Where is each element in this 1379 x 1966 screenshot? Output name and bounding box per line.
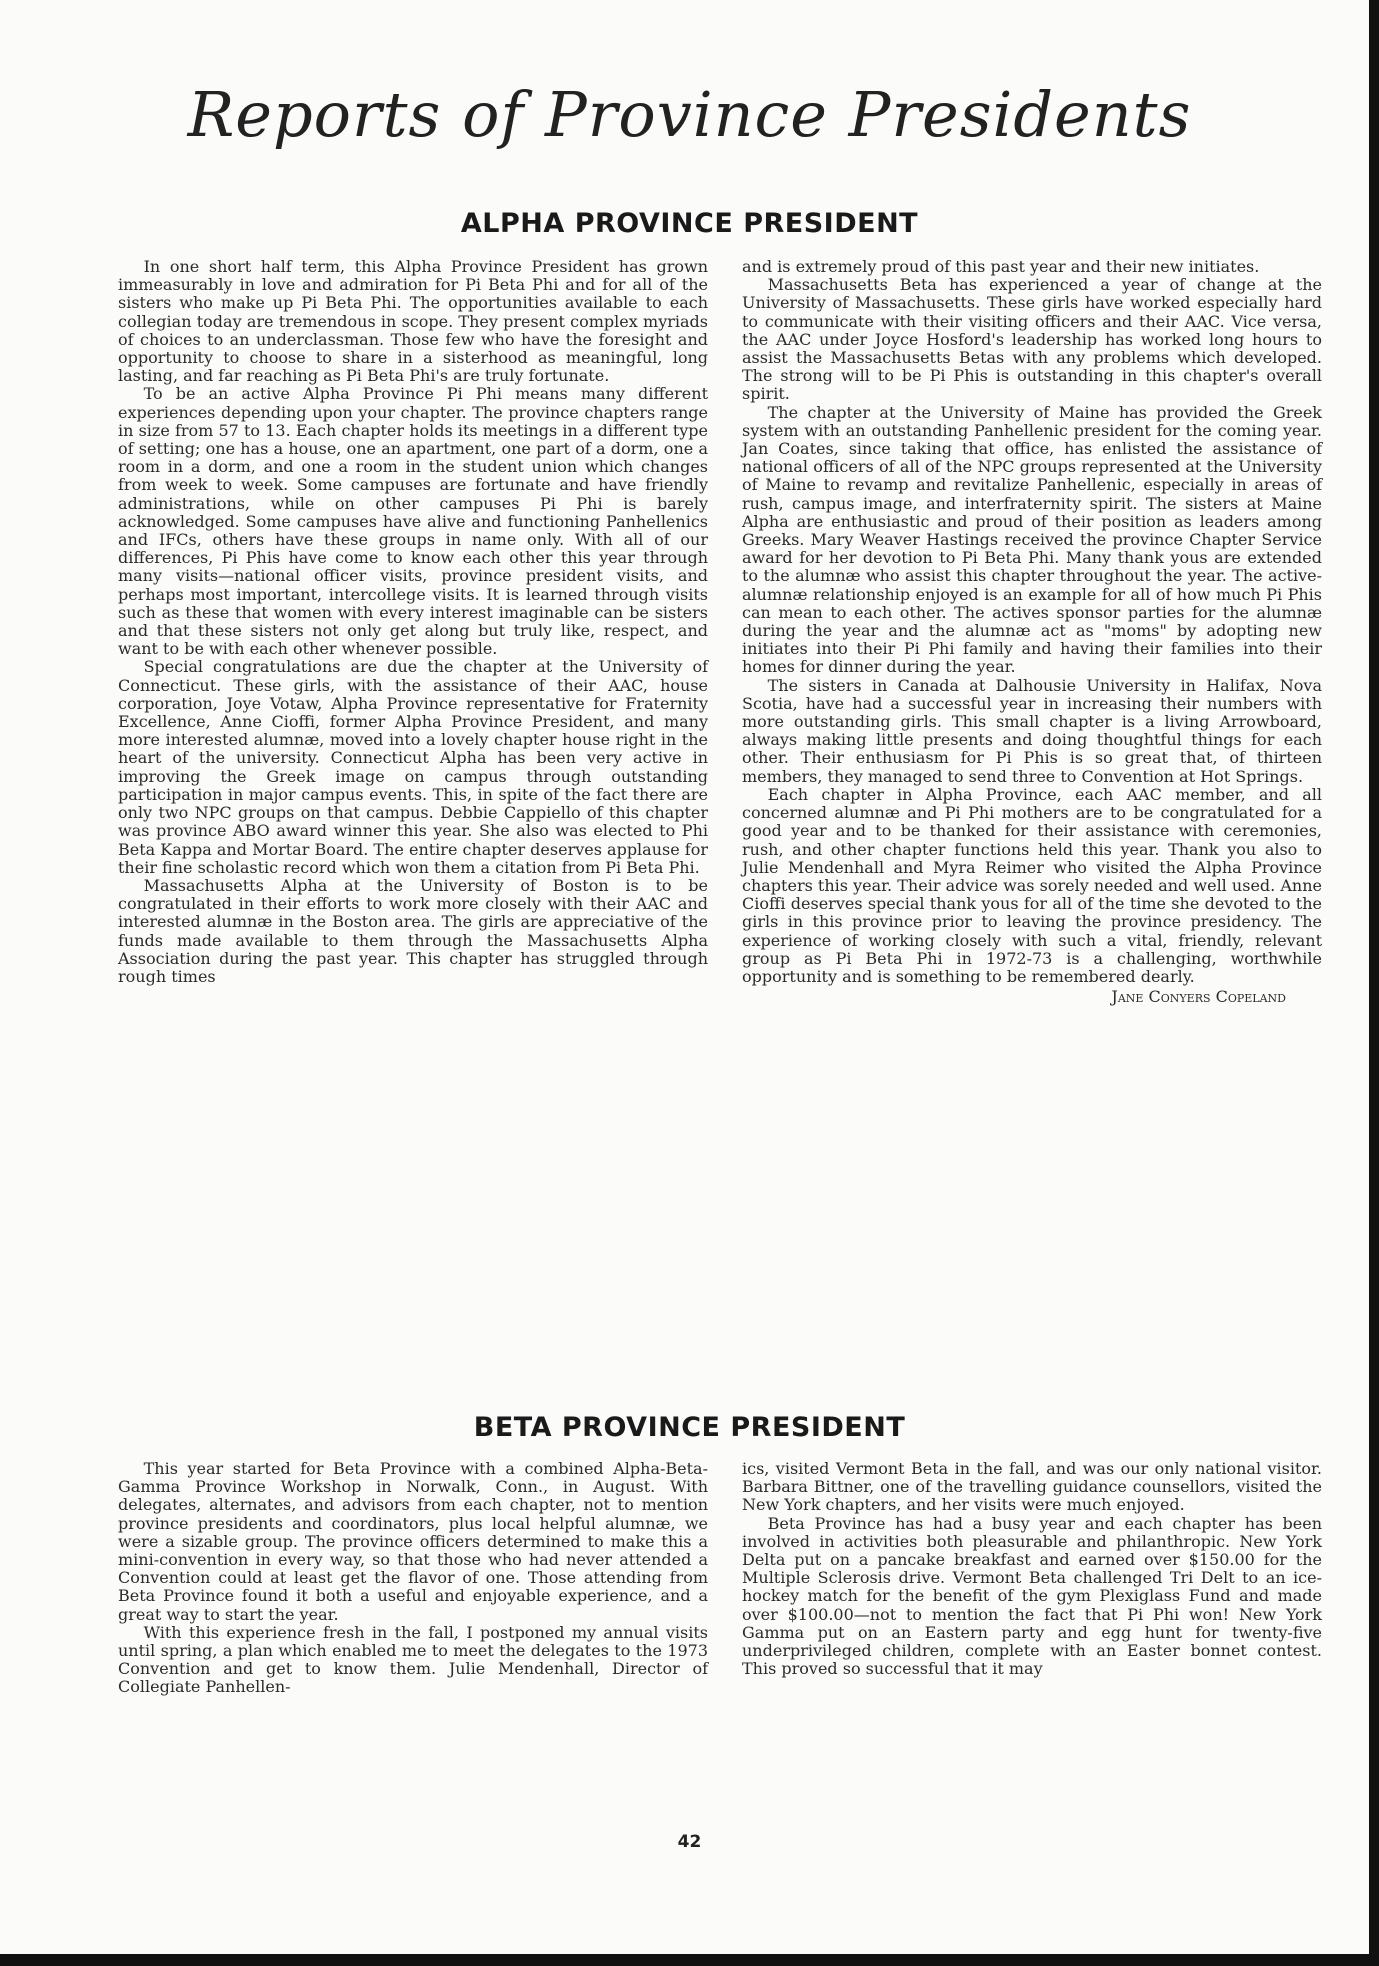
alpha-right-paragraph: Each chapter in Alpha Province, each AAC member, and all concerned alumnæ and Pi Phi mothers are to be congratulated for a good year and to be thanked for their assistance with ceremonies, rush, and other chapter functions held this year. Thank you also to Julie Mendenhall and Myra Reimer who visited the Alpha Province chapters this year. Their advice was sorely needed and well used. Anne Cioffi deserves special thank yous for all of the time she devoted to the girls in this province prior to leaving the province presidency. The experience of working closely with such a vital, friendly, relevant group as Pi Beta Phi in 1972-73 is a challenging, worthwhile opportunity and is something to be remembered dearly. <box>742 784 1322 986</box>
alpha-left-paragraph: Massachusetts Alpha at the University of Boston is to be congratulated in their efforts to work more closely with their AAC and interested alumnæ in the Boston area. The girls are appreciative of the funds made available to them through the Massachusetts Alpha Association during the past year. This chapter has struggled through rough times <box>118 875 708 986</box>
alpha-right-column <box>742 258 1322 1006</box>
scan-border-bottom <box>0 1954 1379 1966</box>
alpha-right-paragraph: The chapter at the University of Maine has provided the Greek system with an outstanding Panhellenic president for the coming year. Jan Coates, since taking that office, has enlisted the assistance of national officers of all of the NPC groups represented at the University of Maine to revamp and revitalize Panhellenic, especially in areas of rush, campus image, and interfraternity spirit. The sisters at Maine Alpha are enthusiastic and proud of their position as leaders among Greeks. Mary Weaver Hastings received the province Chapter Service award for her devotion to Pi Beta Phi. Many thank yous are extended to the alumnæ who assist this chapter throughout the year. The active-alumnæ relationship enjoyed is an example for all of how much Pi Phis can mean to each other. The actives sponsor parties for the alumnæ during the year and the alumnæ act as "moms" by adopting new initiates into their Pi Phi family and having their families into their homes for dinner during the year. <box>742 402 1322 677</box>
beta-section-heading: BETA PROVINCE PRESIDENT <box>473 1412 906 1443</box>
beta-left-paragraph: With this experience fresh in the fall, I postponed my annual visits until spring, a plan which enabled me to meet the delegates to the 1973 Convention and get to know them. Julie Mendenhall, Director of Collegiate Panhellen- <box>118 1622 708 1697</box>
beta-right-paragraph: Beta Province has had a busy year and each chapter has been involved in activities both pleasurable and philanthropic. New York Delta put on a pancake breakfast and earned over $150.00 for the Multiple Sclerosis drive. Vermont Beta challenged Tri Delt to an ice-hockey match for the benefit of the gym Plexiglass Fund and made over $100.00—not to mention the fact that Pi Phi won! New York Gamma put on an Eastern party and egg hunt for twenty-five underprivileged children, complete with an Easter bonnet contest. This proved so successful that it may <box>742 1513 1322 1679</box>
scan-border-right <box>1369 0 1379 1966</box>
beta-left-paragraph: This year started for Beta Province with a combined Alpha-Beta-Gamma Province Workshop in Norwalk, Conn., in August. With delegates, alternates, and advisors from each chapter, not to mention province presidents and coordinators, plus local helpful alumnæ, we were a sizable group. The province officers determined to make this a mini-convention in every way, so that those who had never attended a Convention could at least get the flavor of one. Those attending from Beta Province found it both a useful and enjoyable experience, and a great way to start the year. <box>118 1459 708 1624</box>
alpha-right-paragraph: The sisters in Canada at Dalhousie University in Halifax, Nova Scotia, have had a successful year in increasing their numbers with more outstanding girls. This small chapter is a living Arrowboard, always making little presents and doing thoughtful things for each other. Their enthusiasm for Pi Phis is so great that, of thirteen members, they managed to send three to Convention at Hot Springs. <box>742 675 1322 786</box>
page-title: Reports of Province Presidents <box>187 78 1192 151</box>
alpha-right-paragraph: Massachusetts Beta has experienced a year of change at the University of Massachusetts. These girls have worked especially hard to communicate with their visiting officers and their AAC. Vice versa, the AAC under Joyce Hosford's leadership has worked long hours to assist the Massachusetts Betas with any problems which developed. The strong will to be Pi Phis is outstanding in this chapter's overall spirit. <box>742 275 1322 404</box>
page-number: 42 <box>677 1832 702 1852</box>
signature: Jane Conyers Copeland <box>1111 987 1286 1007</box>
alpha-left-paragraph: In one short half term, this Alpha Province President has grown immeasurably in love and admiration for Pi Beta Phi and for all of the sisters who make up Pi Beta Phi. The opportunities available to each collegian today are tremendous in scope. They present complex myriads of choices to an underclassman. Those few who have the foresight and opportunity to choose to share in a sisterhood as meaningful, long lasting, and far reaching as Pi Beta Phi's are truly fortunate. <box>118 257 708 386</box>
beta-right-paragraph: ics, visited Vermont Beta in the fall, and was our only national visitor. Barbara Bittner, one of the travelling guidance counsellors, visited the New York chapters, and her visits were much enjoyed. <box>742 1459 1322 1515</box>
alpha-left-column <box>118 258 708 986</box>
alpha-left-paragraph: To be an active Alpha Province Pi Phi means many different experiences depending upon your chapter. The province chapters range in size from 57 to 13. Each chapter holds its meetings in a different type of setting; one has a house, one an apartment, one part of a dorm, one a room in a dorm, and one a room in the student union which changes from week to week. Some campuses are fortunate and have friendly administrations, while on other campuses Pi Phi is barely acknowledged. Some campuses have alive and functioning Panhellenics and IFCs, others have these groups in name only. With all of our differences, Pi Phis have come to know each other this year through many visits—national officer visits, province president visits, and perhaps most important, intercollege visits. It is learned through visits such as these that women with every interest imaginable can be sisters and that these sisters not only get along but truly like, respect, and want to be with each other whenever possible. <box>118 384 708 659</box>
alpha-left-paragraph: Special congratulations are due the chapter at the University of Connecticut. These girls, with the assistance of their AAC, house corporation, Joye Votaw, Alpha Province representative for Fraternity Excellence, Anne Cioffi, former Alpha Province President, and many more interested alumnæ, moved into a lovely chapter house right in the heart of the university. Connecticut Alpha has been very active in improving the Greek image on campus through outstanding participation in major campus events. This, in spite of the fact there are only two NPC groups on that campus. Debbie Cappiello of this chapter was province ABO award winner this year. She also was elected to Phi Beta Kappa and Mortar Board. The entire chapter deserves applause for their fine scholastic record which won them a citation from Pi Beta Phi. <box>118 657 708 877</box>
beta-left-column <box>118 1460 708 1697</box>
alpha-section-heading: ALPHA PROVINCE PRESIDENT <box>460 208 919 239</box>
alpha-right-paragraph: and is extremely proud of this past year and their new initiates. <box>742 257 1260 276</box>
beta-right-column <box>742 1460 1322 1678</box>
